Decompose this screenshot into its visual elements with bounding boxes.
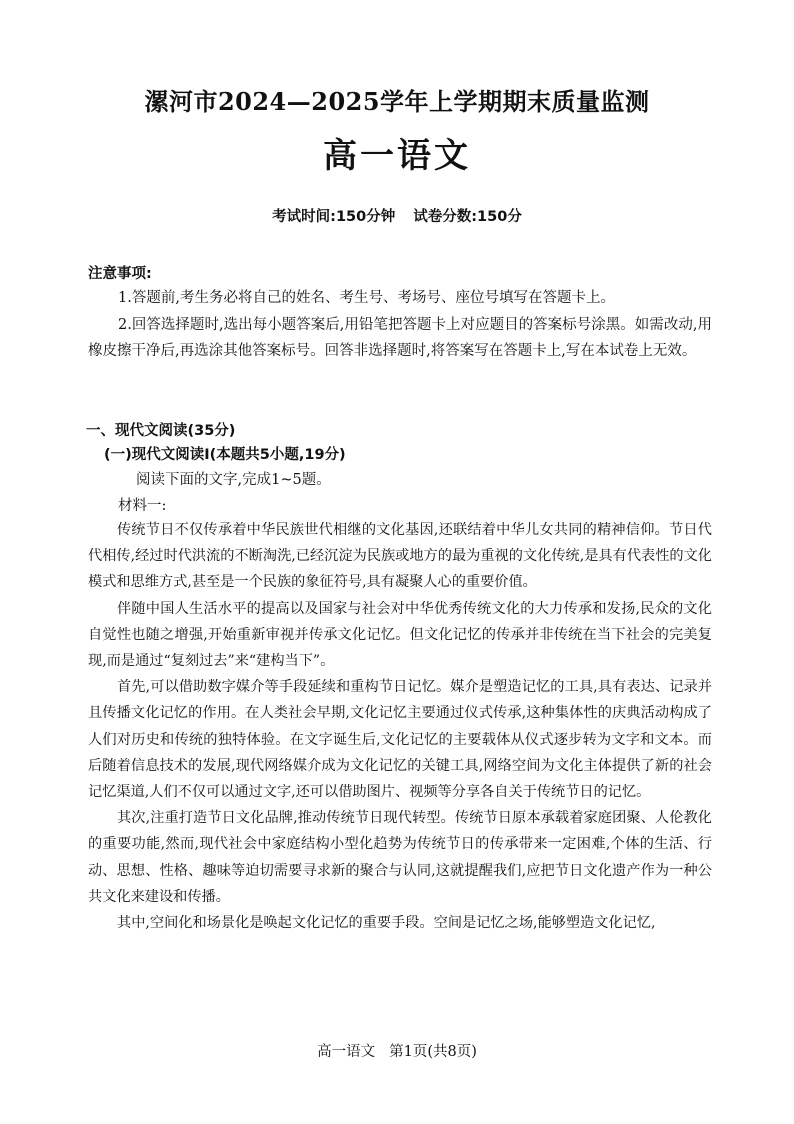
exam-title: 漯河市2024—2025学年上学期期末质量监测 (144, 87, 650, 116)
passage-paragraph: 其中,空间化和场景化是唤起文化记忆的重要手段。空间是记忆之场,能够塑造文化记忆, (117, 915, 656, 932)
material-label: 材料一: (118, 498, 167, 514)
reading-passage (88, 517, 712, 936)
exam-score: 试卷分数:150分 (413, 209, 522, 225)
exam-info (0, 205, 794, 226)
note-item: 1.答题前,考生务必将自己的姓名、考生号、考场号、座位号填写在答题卡上。 (118, 290, 615, 306)
subsection-heading: (一)现代文阅读Ⅰ(本题共5小题,19分) (104, 447, 346, 463)
page-footer (0, 1040, 794, 1061)
reading-instruction: 阅读下面的文字,完成1~5题。 (136, 472, 331, 488)
section-heading: 一、现代文阅读(35分) (86, 423, 236, 439)
footer-page-number: 第1页(共8页) (389, 1044, 477, 1060)
passage-paragraph: 其次,注重打造节日文化品牌,推动传统节日现代转型。传统节日原本承载着家庭团聚、人伦教化的重要功能,然而,现代社会中家庭结构小型化趋势为传统节日的传承带来一定困难,个体的生活、行动、思想、性格、趣味等迫切需要寻求新的聚合与认同,这就提醒我们,应把节日文化遗产作为一种公共文化来建设和传播。 (88, 810, 712, 905)
subject-title: 高一语文 (323, 136, 471, 176)
notes-heading: 注意事项: (88, 266, 152, 282)
passage-paragraph: 首先,可以借助数字媒介等手段延续和重构节日记忆。媒介是塑造记忆的工具,具有表达、记录并且传播文化记忆的作用。在人类社会早期,文化记忆主要通过仪式传承,这种集体性的庆典活动构成了人们对历史和传统的独特体验。在文字诞生后,文化记忆的主要载体从仪式逐步转为文字和文本。而后随着信息技术的发展,现代网络媒介成为文化记忆的关键工具,网络空间为文化主体提供了新的社会记忆渠道,人们不仅可以通过文字,还可以借助图片、视频等分享各自关于传统节日的记忆。 (88, 679, 712, 801)
passage-paragraph: 伴随中国人生活水平的提高以及国家与社会对中华优秀传统文化的大力传承和发扬,民众的文化自觉性也随之增强,开始重新审视并传承文化记忆。但文化记忆的传承并非传统在当下社会的完美复现,而是通过“复刻过去”来“建构当下”。 (88, 600, 712, 670)
passage-paragraph: 传统节日不仅传承着中华民族世代相继的文化基因,还联结着中华儿女共同的精神信仰。节日代代相传,经过时代洪流的不断淘洗,已经沉淀为民族或地方的最为重视的文化传统,是具有代表性的文化模式和思维方式,甚至是一个民族的象征符号,具有凝聚人心的重要价值。 (88, 522, 712, 591)
note-item: 2.回答选择题时,选出每小题答案后,用铅笔把答题卡上对应题目的答案标号涂黑。如需改动,用橡皮擦干净后,再选涂其他答案标号。回答非选择题时,将答案写在答题卡上,写在本试卷上无效。 (88, 317, 712, 359)
footer-subject: 高一语文 (317, 1044, 376, 1060)
exam-time: 考试时间:150分钟 (272, 209, 396, 225)
